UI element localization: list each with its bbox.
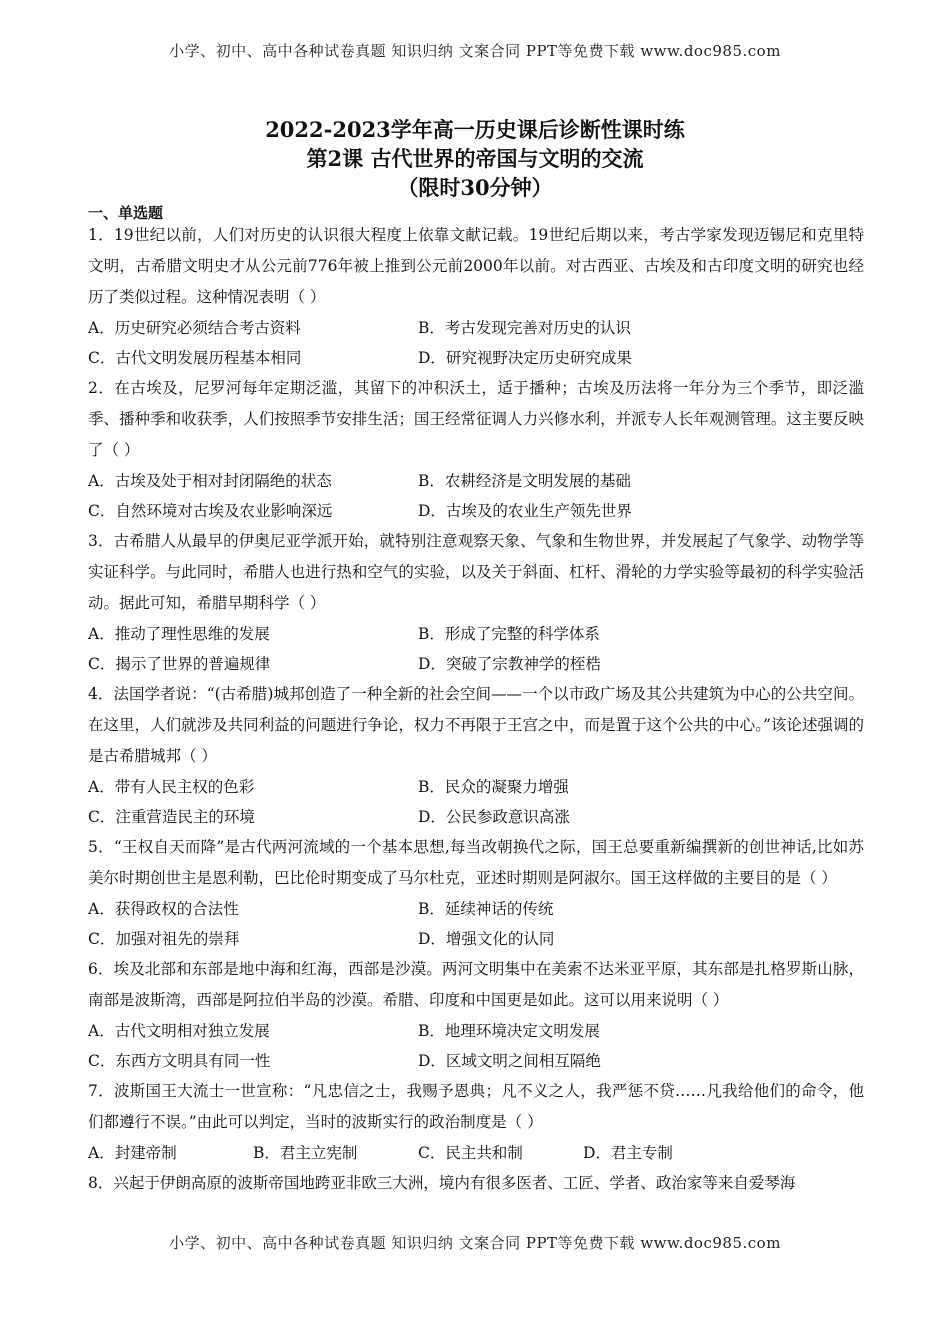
option-group bbox=[88, 894, 864, 954]
title-line-3: （限时30分钟） bbox=[397, 175, 553, 200]
question-stem: 8．兴起于伊朗高原的波斯帝国地跨亚非欧三大洲，境内有很多医者、工匠、学者、政治家等来自爱琴海 bbox=[88, 1174, 796, 1192]
option: C．东西方文明具有同一性 bbox=[88, 1052, 271, 1070]
title-line-2: 第2课 古代世界的帝国与文明的交流 bbox=[306, 146, 644, 171]
question-stem: 1．19世纪以前，人们对历史的认识很大程度上依靠文献记载。19世纪后期以来，考古学家发现迈锡尼和克里特文明，古希腊文明史才从公元前776年被上推到公元前2000年以前。对古西亚、古埃及和古印度文明的研究也经历了类似过程。这种情况表明（ ） bbox=[88, 226, 864, 306]
option: A．带有人民主权的色彩 bbox=[88, 778, 255, 796]
question-stem: 7．波斯国王大流士一世宣称：“凡忠信之士，我赐予恩典；凡不义之人，我严惩不贷……凡我给他们的命令，他们都遵行不误。”由此可以判定，当时的波斯实行的政治制度是（ ） bbox=[88, 1082, 864, 1131]
option: C．加强对祖先的崇拜 bbox=[88, 930, 240, 948]
option: C．古代文明发展历程基本相同 bbox=[88, 349, 302, 367]
option: C．自然环境对古埃及农业影响深远 bbox=[88, 502, 333, 520]
option-group bbox=[88, 466, 864, 526]
question-list bbox=[88, 220, 864, 1199]
option: A．推动了理性思维的发展 bbox=[88, 625, 270, 643]
option: B．形成了完整的科学体系 bbox=[418, 625, 600, 643]
option: A．历史研究必须结合考古资料 bbox=[88, 319, 301, 337]
option: B．农耕经济是文明发展的基础 bbox=[418, 472, 631, 490]
option: D．公民参政意识高涨 bbox=[418, 808, 570, 826]
option: A．古埃及处于相对封闭隔绝的状态 bbox=[88, 472, 332, 490]
question-stem: 5．“王权自天而降”是古代两河流域的一个基本思想,每当改朝换代之际，国王总要重新编撰新的创世神话,比如苏美尔时期创世主是恩利勒，巴比伦时期变成了马尔杜克，亚述时期则是阿淑尔。国王这样做的主要目的是（ ） bbox=[88, 838, 864, 887]
option: B．地理环境决定文明发展 bbox=[418, 1022, 600, 1040]
question-stem: 4．法国学者说：“(古希腊)城邦创造了一种全新的社会空间——一个以市政广场及其公共建筑为中心的公共空间。在这里，人们就涉及共同利益的问题进行争论，权力不再限于王宫之中，而是置于这个公共的中心。”该论述强调的是古希腊城邦（ ） bbox=[88, 685, 864, 765]
option-group bbox=[88, 1016, 864, 1076]
question-stem: 3．古希腊人从最早的伊奥尼亚学派开始，就特别注意观察天象、气象和生物世界，并发展起了气象学、动物学等实证科学。与此同时，希腊人也进行热和空气的实验，以及关于斜面、杠杆、滑轮的力学实验等最初的科学实验活动。据此可知，希腊早期科学（ ） bbox=[88, 532, 864, 612]
option: A．古代文明相对独立发展 bbox=[88, 1022, 270, 1040]
section-heading: 一、单选题 bbox=[88, 204, 164, 222]
option: A．获得政权的合法性 bbox=[88, 900, 239, 918]
option-group bbox=[88, 313, 864, 373]
option: C．揭示了世界的普遍规律 bbox=[88, 655, 271, 673]
option-group bbox=[88, 619, 864, 679]
option: C．注重营造民主的环境 bbox=[88, 808, 255, 826]
footer-banner: 小学、初中、高中各种试卷真题 知识归纳 文案合同 PPT等免费下载 www.doc985.com bbox=[169, 1234, 781, 1252]
option-group bbox=[88, 1138, 864, 1168]
option: B．民众的凝聚力增强 bbox=[418, 778, 569, 796]
option-group bbox=[88, 772, 864, 832]
option: C．民主共和制 bbox=[418, 1144, 523, 1162]
option: B．考古发现完善对历史的认识 bbox=[418, 319, 631, 337]
option: D．区域文明之间相互隔绝 bbox=[418, 1052, 601, 1070]
option: D．增强文化的认同 bbox=[418, 930, 555, 948]
option: D．突破了宗教神学的桎梏 bbox=[418, 655, 601, 673]
option: B．延续神话的传统 bbox=[418, 900, 554, 918]
title-line-1: 2022-2023学年高一历史课后诊断性课时练 bbox=[265, 117, 685, 142]
option: A．封建帝制 bbox=[88, 1144, 177, 1162]
option: B．君主立宪制 bbox=[253, 1144, 358, 1162]
question-stem: 2．在古埃及，尼罗河每年定期泛滥，其留下的冲积沃土，适于播种；古埃及历法将一年分为三个季节，即泛滥季、播种季和收获季，人们按照季节安排生活；国王经常征调人力兴修水利，并派专人长年观测管理。这主要反映了（ ） bbox=[88, 379, 864, 459]
option: D．古埃及的农业生产领先世界 bbox=[418, 502, 632, 520]
option: D．研究视野决定历史研究成果 bbox=[418, 349, 632, 367]
option: D．君主专制 bbox=[583, 1144, 673, 1162]
question-stem: 6．埃及北部和东部是地中海和红海，西部是沙漠。两河文明集中在美索不达米亚平原，其东部是扎格罗斯山脉，南部是波斯湾，西部是阿拉伯半岛的沙漠。希腊、印度和中国更是如此。这可以用来说明（ ） bbox=[88, 960, 864, 1009]
header-banner: 小学、初中、高中各种试卷真题 知识归纳 文案合同 PPT等免费下载 www.doc985.com bbox=[169, 42, 781, 60]
